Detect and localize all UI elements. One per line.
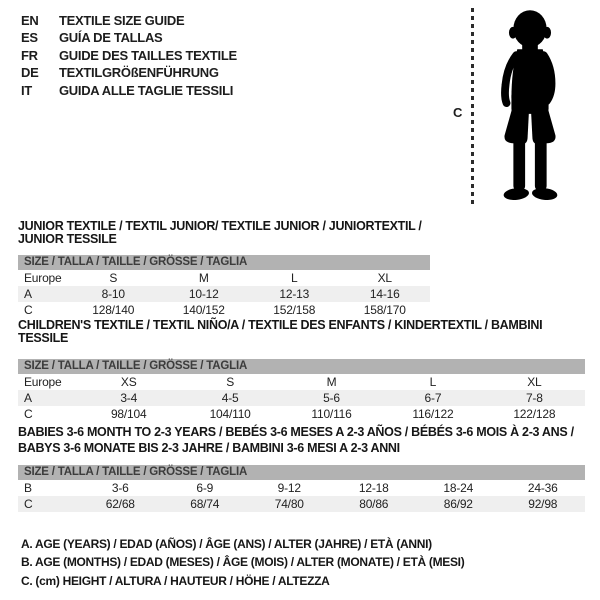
size-table [18,359,585,422]
row-label: B [24,481,32,495]
row-label: C [24,407,33,421]
cell-value: XS [120,375,137,389]
cell-value: 8-10 [101,287,125,301]
language-row [21,12,237,29]
language-title: GUÍA DE TALLAS [59,30,163,46]
cell-value: 122/128 [513,407,556,421]
size-table-section-junior [18,220,430,318]
cell-value: 110/116 [311,407,352,421]
table-row [18,390,585,406]
table-row [18,496,585,512]
cell-value: 74/80 [274,497,304,511]
row-label: C [24,497,33,511]
size-table [18,255,430,318]
cell-value: S [109,271,118,285]
height-marker-label: C [453,105,463,120]
baby-silhouette-image [486,6,574,208]
cell-value: 7-8 [525,391,543,405]
language-code: IT [21,82,32,98]
cell-value: 86/92 [443,497,473,511]
cell-value: 116/122 [412,407,454,421]
height-measure-dashed-line [471,8,474,206]
cell-value: 92/98 [528,497,558,511]
cell-value: 152/158 [273,303,316,317]
language-row [21,64,237,81]
row-label: C [24,303,33,317]
table-title: JUNIOR TEXTILE / TEXTIL JUNIOR/ TEXTILE JUNIOR / JUNIORTEXTIL / JUNIOR TESSILE [18,219,422,246]
size-header-bar: SIZE / TALLA / TAILLE / GRÖSSE / TAGLIA [18,465,585,480]
cell-value: 104/110 [209,407,251,421]
language-code: ES [21,30,38,46]
cell-value: 140/152 [182,303,225,317]
size-header-bar: SIZE / TALLA / TAILLE / GRÖSSE / TAGLIA [18,255,430,270]
footnote-line: B. AGE (MONTHS) / EDAD (MESES) / ÂGE (MOIS) / ALTER (MONATE) / ETÀ (MESI) [21,555,465,570]
language-title: TEXTILGRÖßENFÜHRUNG [59,65,219,81]
cell-value: L [291,271,298,285]
size-table-section-children [18,319,585,422]
language-title: GUIDA ALLE TAGLIE TESSILI [59,82,234,98]
language-row [21,47,237,64]
cell-value: M [326,375,337,389]
cell-value: 6-9 [196,481,214,495]
footnote-line: C. (cm) HEIGHT / ALTURA / HAUTEUR / HÖHE / ALTEZZA [21,573,330,588]
cell-value: XL [527,375,542,389]
size-table [18,465,585,512]
cell-value: 98/104 [110,407,147,421]
size-header-bar: SIZE / TALLA / TAILLE / GRÖSSE / TAGLIA [18,359,585,374]
row-label: Europe [24,375,62,389]
cell-value: 3-4 [120,391,138,405]
language-row [21,29,237,46]
table-row [18,406,585,422]
cell-value: S [226,375,235,389]
table-title: BABIES 3-6 MONTH TO 2-3 YEARS / BEBÉS 3-6 MESES A 2-3 AÑOS / BÉBÉS 3-6 MOIS À 2-3 ANS / BABYS 3-6 MONATE BIS 2-3 JAHRE / BAMBINI 3-6 MESI A 2-3 ANNI [18,425,574,455]
cell-value: 12-18 [358,481,389,495]
cell-value: 18-24 [443,481,474,495]
table-title: CHILDREN'S TEXTILE / TEXTIL NIÑO/A / TEXTILE DES ENFANTS / KINDERTEXTIL / BAMBINI TESSILE [18,318,543,345]
cell-value: 9-12 [277,481,301,495]
cell-value: M [198,271,209,285]
table-row [18,480,585,496]
row-label: Europe [24,271,62,285]
cell-value: 10-12 [188,287,219,301]
cell-value: 128/140 [92,303,135,317]
table-row [18,374,585,390]
language-code: EN [21,13,39,28]
language-code: FR [21,47,38,63]
size-table-section-babies [18,425,585,512]
table-row [18,286,430,302]
language-title: TEXTILE SIZE GUIDE [59,13,185,28]
cell-value: 68/74 [190,497,220,511]
row-label: A [24,287,32,301]
language-row [21,82,237,99]
cell-value: 80/86 [359,497,389,511]
footnotes [21,535,464,590]
language-code: DE [21,65,39,81]
table-row [18,270,430,286]
row-label: A [24,391,32,405]
cell-value: 62/68 [105,497,135,511]
cell-value: 6-7 [424,391,442,405]
cell-value: 3-6 [111,481,129,495]
language-header [21,12,237,99]
cell-value: 5-6 [323,391,340,405]
cell-value: L [429,375,437,389]
language-title: GUIDE DES TAILLES TEXTILE [59,47,237,63]
cell-value: 14-16 [369,287,400,301]
cell-value: 12-13 [279,287,310,301]
cell-value: XL [377,271,392,285]
footnote-line: A. AGE (YEARS) / EDAD (AÑOS) / ÂGE (ANS) / ALTER (JAHRE) / ETÀ (ANNI) [21,537,432,551]
table-row [18,302,430,318]
cell-value: 24-36 [527,481,558,495]
cell-value: 4-5 [221,391,239,405]
cell-value: 158/170 [363,303,406,317]
